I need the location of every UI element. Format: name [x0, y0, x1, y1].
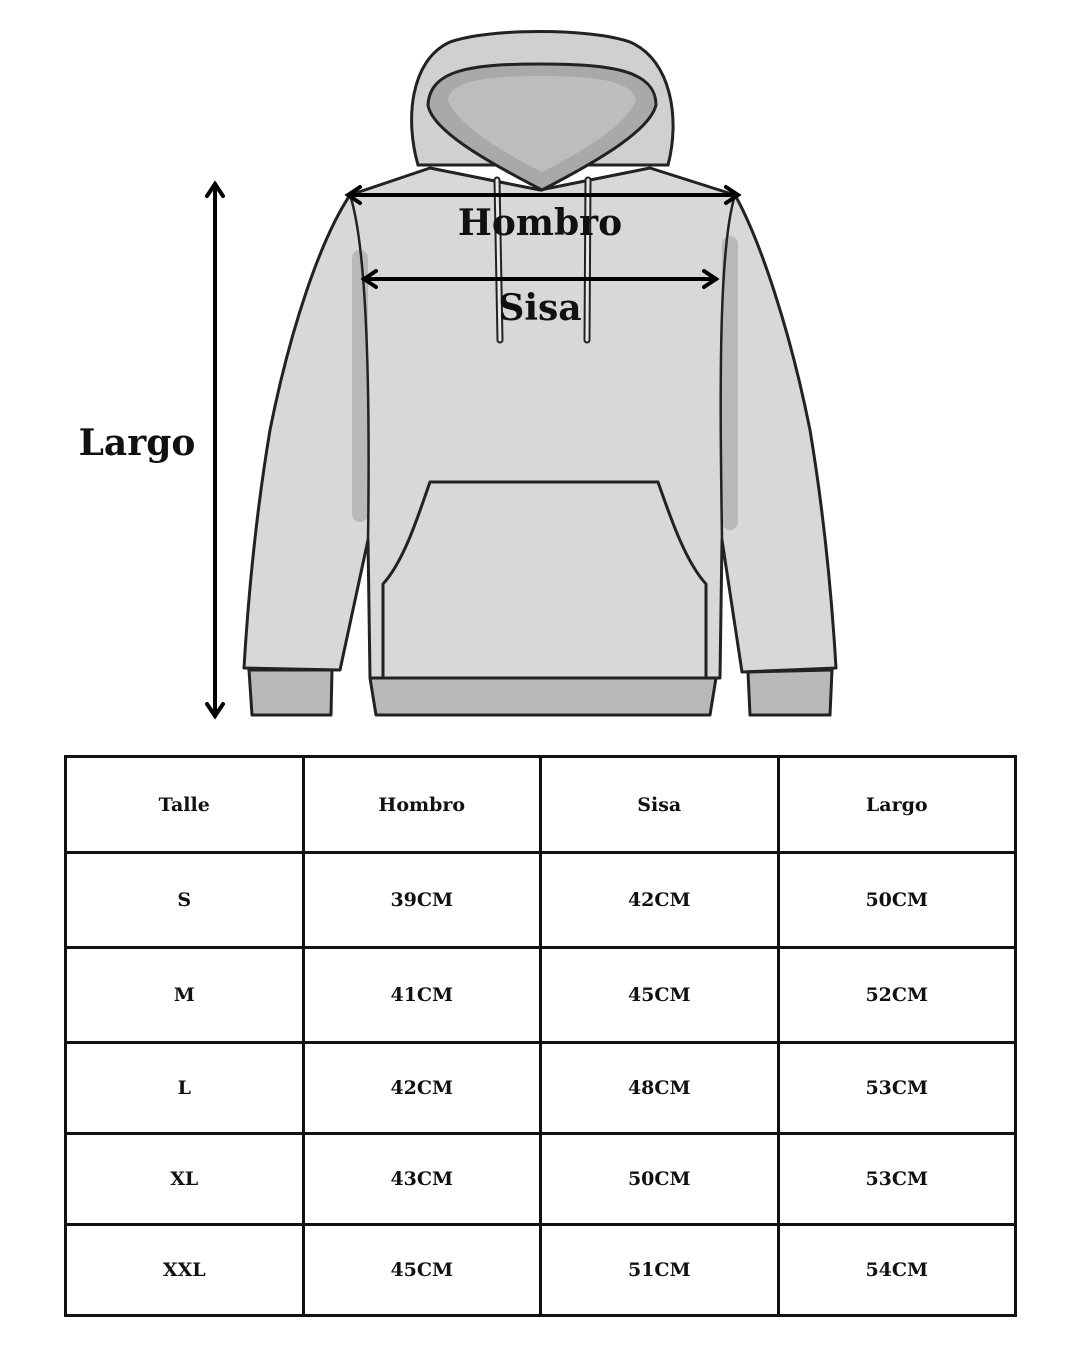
kangaroo-pocket — [383, 482, 706, 678]
chest-cell: 51CM — [541, 1225, 779, 1316]
length-cell: 52CM — [778, 948, 1016, 1043]
shoulder-label: Hombro — [457, 202, 623, 244]
table-row — [66, 1043, 1016, 1134]
size-cell: L — [66, 1043, 304, 1134]
header-shoulder: Hombro — [303, 757, 541, 853]
table-row — [66, 1134, 1016, 1225]
length-cell: 53CM — [778, 1043, 1016, 1134]
size-cell: XL — [66, 1134, 304, 1225]
shoulder-cell: 45CM — [303, 1225, 541, 1316]
waistband — [370, 678, 716, 715]
length-arrow — [207, 184, 223, 716]
left-shade — [352, 250, 368, 522]
size-cell: S — [66, 853, 304, 948]
table-row — [66, 1225, 1016, 1316]
table-row — [66, 853, 1016, 948]
right-cuff — [748, 670, 832, 715]
size-cell: M — [66, 948, 304, 1043]
table-header-row — [66, 757, 1016, 853]
chest-label: Sisa — [498, 287, 582, 329]
table-row — [66, 948, 1016, 1043]
shoulder-cell: 41CM — [303, 948, 541, 1043]
length-cell: 54CM — [778, 1225, 1016, 1316]
header-length: Largo — [778, 757, 1016, 853]
size-cell: XXL — [66, 1225, 304, 1316]
length-cell: 50CM — [778, 853, 1016, 948]
chest-cell: 45CM — [541, 948, 779, 1043]
chest-cell: 50CM — [541, 1134, 779, 1225]
size-table — [64, 755, 1017, 1317]
shoulder-cell: 39CM — [303, 853, 541, 948]
chest-cell: 42CM — [541, 853, 779, 948]
left-cuff — [249, 670, 332, 715]
length-label: Largo — [78, 422, 196, 464]
header-chest: Sisa — [541, 757, 779, 853]
chest-cell: 48CM — [541, 1043, 779, 1134]
shoulder-cell: 43CM — [303, 1134, 541, 1225]
length-cell: 53CM — [778, 1134, 1016, 1225]
shoulder-cell: 42CM — [303, 1043, 541, 1134]
header-size: Talle — [66, 757, 304, 853]
